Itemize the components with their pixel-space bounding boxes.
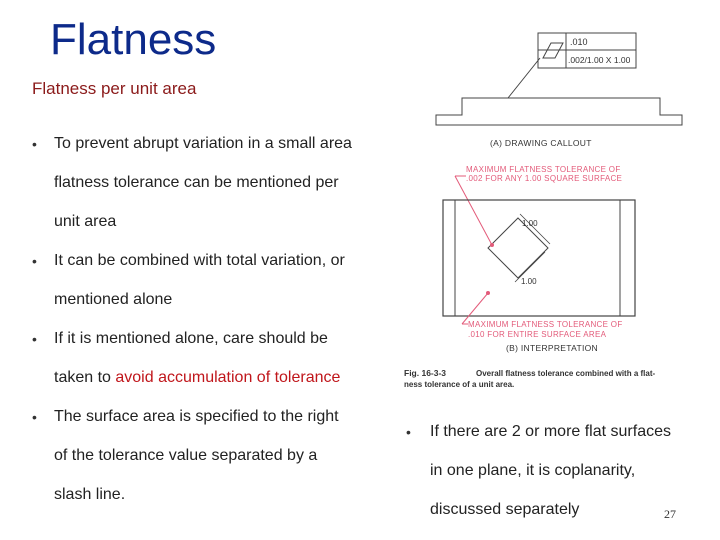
bullet-1 (54, 124, 414, 241)
right-bullet-line-3: discussed separately (430, 501, 580, 518)
flatness-figure (396, 20, 716, 396)
bullet-marker: • (32, 409, 37, 425)
bullet-2-line-2: mentioned alone (54, 291, 173, 308)
part-outline (436, 98, 682, 125)
leader-line (508, 58, 540, 98)
frame-bottom-value: .002/1.00 X 1.00 (568, 55, 631, 65)
frame-top-value: .010 (570, 37, 588, 47)
note-top-line-1: MAXIMUM FLATNESS TOLERANCE OF (466, 165, 621, 174)
bullet-4-line-3: slash line. (54, 486, 126, 503)
bullet-marker: • (406, 424, 411, 440)
figure-caption-line-2: ness tolerance of a unit area. (404, 380, 515, 389)
slide-subtitle: Flatness per unit area (32, 79, 197, 98)
bullet-1-line-3: unit area (54, 213, 117, 230)
figure-label: Fig. 16-3-3 (404, 368, 447, 378)
bullet-2 (54, 241, 414, 319)
bullet-marker: • (32, 136, 37, 152)
bullet-3 (54, 319, 414, 397)
bullet-3-line-1: If it is mentioned alone, care should be (54, 330, 328, 347)
leader-line-top (455, 176, 492, 245)
bullet-4-line-2: of the tolerance value separated by a (54, 447, 318, 464)
right-bullet-line-2: in one plane, it is coplanarity, (430, 462, 636, 479)
bullet-3-highlight: avoid accumulation of tolerance (115, 369, 341, 386)
note-bottom-line-1: MAXIMUM FLATNESS TOLERANCE OF (468, 320, 623, 329)
unit-area-square (488, 218, 548, 278)
drawing-callout (436, 33, 682, 148)
figure-caption-line-1: Overall flatness tolerance combined with a flat- (476, 369, 656, 378)
bullet-marker: • (32, 331, 37, 347)
bullet-1-line-1: To prevent abrupt variation in a small area (54, 135, 352, 152)
bullet-3-line-2 (54, 358, 414, 397)
dimension-top: 1.00 (522, 219, 538, 228)
bullet-4-line-1: The surface area is specified to the right (54, 408, 339, 425)
note-bottom-line-2: .010 FOR ENTIRE SURFACE AREA (468, 330, 607, 339)
bullet-2-line-1: It can be combined with total variation, or (54, 252, 345, 269)
interpretation-diagram (404, 165, 655, 389)
slide-title: Flatness (50, 15, 217, 64)
bullet-3-prefix: taken to (54, 369, 116, 386)
bullet-4 (54, 397, 414, 514)
caption-a: (A) DRAWING CALLOUT (490, 138, 592, 148)
caption-b: (B) INTERPRETATION (506, 343, 598, 353)
right-bullet-line-1: If there are 2 or more flat surfaces (430, 423, 671, 440)
bullet-1-line-2: flatness tolerance can be mentioned per (54, 174, 339, 191)
page-number: 27 (664, 507, 676, 521)
dimension-bottom: 1.00 (521, 277, 537, 286)
bullet-marker: • (32, 253, 37, 269)
note-top-line-2: .002 FOR ANY 1.00 SQUARE SURFACE (466, 174, 623, 183)
